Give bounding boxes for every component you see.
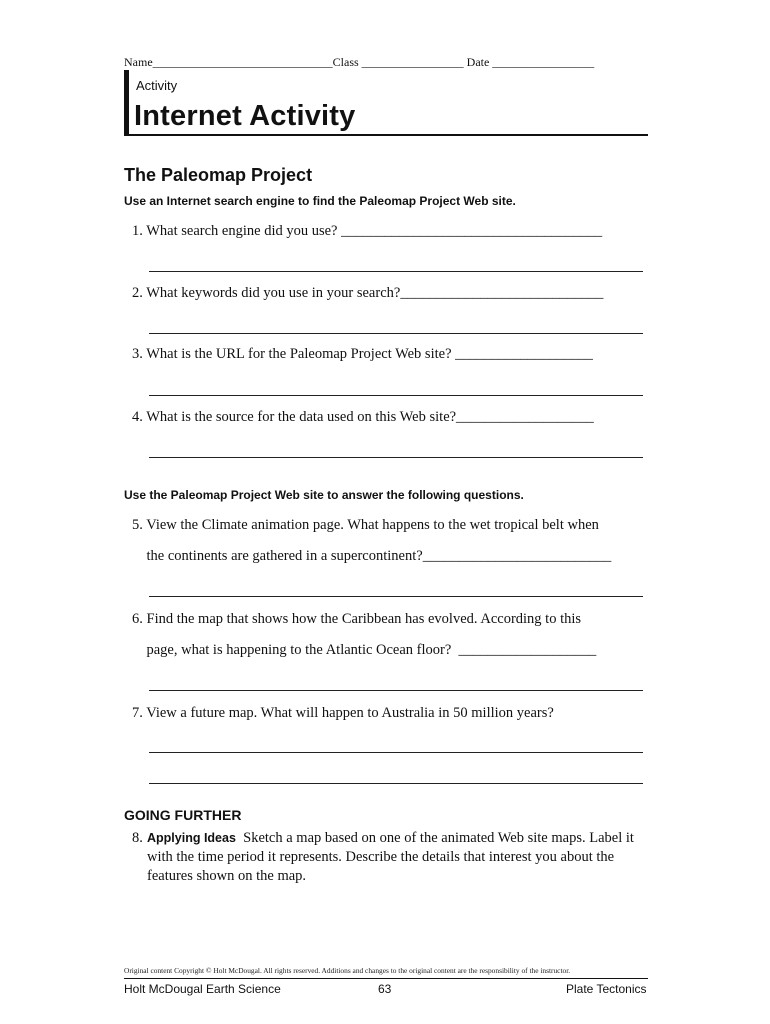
question-8-number: 8. <box>132 830 143 846</box>
question-4: 4. What is the source for the data used on this Web site?___________________ <box>132 409 594 425</box>
going-further-heading: GOING FURTHER <box>124 807 242 823</box>
activity-title: Internet Activity <box>134 100 356 132</box>
answer-line-5[interactable] <box>149 596 643 597</box>
footer-rule <box>124 978 648 979</box>
instruction-use-site: Use the Paleomap Project Web site to answer the following questions. <box>124 488 524 502</box>
question-8-lead: Applying Ideas <box>147 831 236 845</box>
copyright-notice: Original content Copyright © Holt McDougal. All rights reserved. Additions and changes to the original content are the responsibility of the instructor. <box>124 966 571 975</box>
question-5: 5. View the Climate animation page. What happens to the wet tropical belt when <box>132 517 599 533</box>
footer-book-title: Holt McDougal Earth Science <box>124 982 281 996</box>
instruction-search: Use an Internet search engine to find the Paleomap Project Web site. <box>124 194 516 208</box>
answer-line-7a[interactable] <box>149 752 643 753</box>
question-1: 1. What search engine did you use? ____________________________________ <box>132 223 603 239</box>
answer-line-4[interactable] <box>149 457 643 458</box>
answer-line-7b[interactable] <box>149 783 643 784</box>
question-6: 6. Find the map that shows how the Caribbean has evolved. According to this <box>132 611 582 627</box>
question-5-continued: the continents are gathered in a supercontinent?__________________________ <box>132 548 612 564</box>
activity-side-bar <box>124 70 129 136</box>
question-8-text: Sketch a map based on one of the animated Web site maps. Label it with the time period it represents. Describe the details that interest you about the features shown on the map. <box>147 830 634 884</box>
name-class-date-line: Name______________________________Class _________________ Date _________________ <box>124 55 595 69</box>
answer-line-1[interactable] <box>149 271 643 272</box>
activity-title-rule <box>124 134 648 136</box>
footer-chapter: Plate Tectonics <box>566 982 647 996</box>
activity-label: Activity <box>136 78 178 93</box>
question-8 <box>132 829 652 886</box>
answer-line-2[interactable] <box>149 333 643 334</box>
question-6-continued: page, what is happening to the Atlantic Ocean floor? ___________________ <box>132 642 597 658</box>
footer-page-number: 63 <box>378 982 392 996</box>
section-title: The Paleomap Project <box>124 165 313 185</box>
question-3: 3. What is the URL for the Paleomap Project Web site? ___________________ <box>132 346 593 362</box>
answer-line-3[interactable] <box>149 395 643 396</box>
question-7: 7. View a future map. What will happen to Australia in 50 million years? <box>132 705 554 721</box>
question-2: 2. What keywords did you use in your search?____________________________ <box>132 285 604 301</box>
answer-line-6[interactable] <box>149 690 643 691</box>
